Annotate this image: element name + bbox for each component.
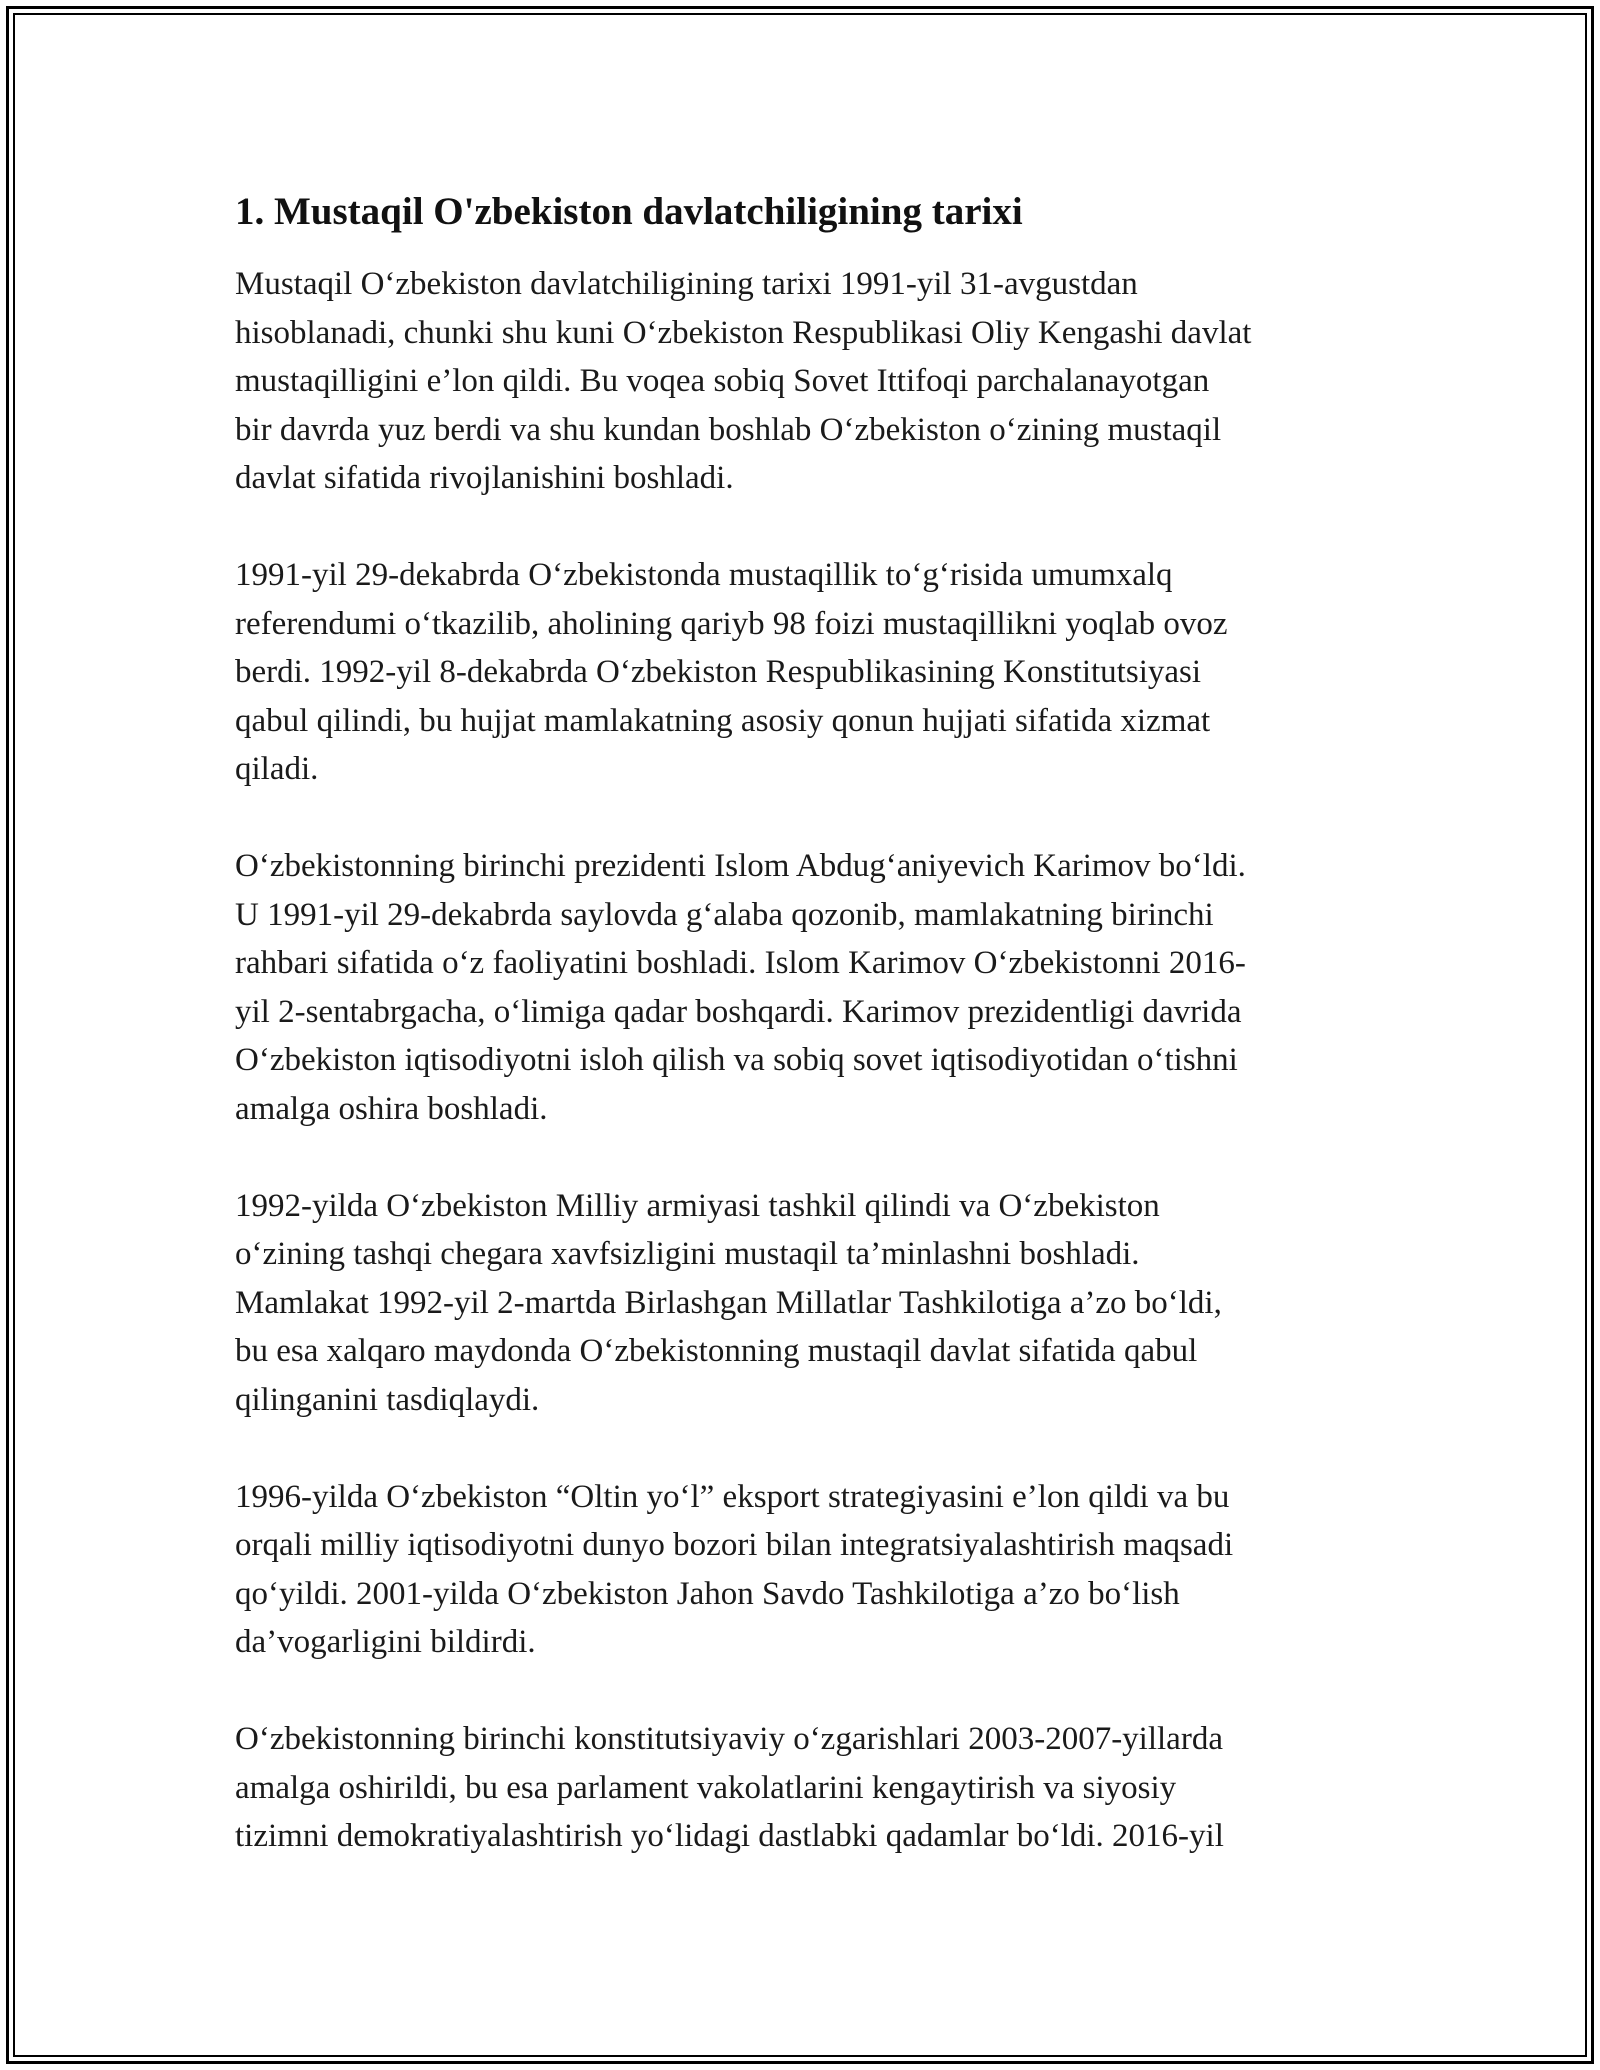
paragraph-line: Mamlakat 1992-yil 2-martda Birlashgan Millatlar Tashkilotiga a’zo bo‘ldi,: [235, 1284, 1222, 1321]
paragraph-line: 1996-yilda O‘zbekiston “Oltin yo‘l” eksport strategiyasini e’lon qildi va bu: [235, 1478, 1230, 1515]
paragraph: [235, 551, 1375, 794]
paragraph-line: referendumi o‘tkazilib, aholining qariyb 98 foizi mustaqillikni yoqlab ovoz: [235, 605, 1228, 642]
paragraph: [235, 842, 1375, 1133]
paragraph-line: bir davrda yuz berdi va shu kundan boshlab O‘zbekiston o‘zining mustaqil: [235, 411, 1222, 448]
paragraph-line: qiladi.: [235, 751, 319, 787]
document-page: [235, 186, 1375, 1909]
paragraph-line: o‘zining tashqi chegara xavfsizligini mustaqil ta’minlashni boshladi.: [235, 1236, 1140, 1272]
paragraph: [235, 260, 1375, 503]
paragraph-line: davlat sifatida rivojlanishini boshladi.: [235, 460, 734, 496]
document-title: 1. Mustaqil O'zbekiston davlatchiligining tarixi: [235, 190, 1023, 233]
paragraph-line: orqali milliy iqtisodiyotni dunyo bozori bilan integratsiyalashtirish maqsadi: [235, 1527, 1234, 1563]
paragraph-line: berdi. 1992-yil 8-dekabrda O‘zbekiston Respublikasining Konstitutsiyasi: [235, 654, 1202, 690]
paragraph-line: amalga oshirildi, bu esa parlament vakolatlarini kengaytirish va siyosiy: [235, 1769, 1177, 1806]
paragraph-line: hisoblanadi, chunki shu kuni O‘zbekiston Respublikasi Oliy Kengashi davlat: [235, 314, 1252, 351]
paragraph-line: Mustaqil O‘zbekiston davlatchiligining tarixi 1991-yil 31-avgustdan: [235, 266, 1138, 302]
paragraph-line: 1991-yil 29-dekabrda O‘zbekistonda mustaqillik to‘g‘risida umumxalq: [235, 557, 1173, 593]
paragraph-line: qo‘yildi. 2001-yilda O‘zbekiston Jahon Savdo Tashkilotiga a’zo bo‘lish: [235, 1575, 1180, 1612]
paragraph-line: amalga oshira boshladi.: [235, 1090, 548, 1127]
paragraph-line: qabul qilindi, bu hujjat mamlakatning asosiy qonun hujjati sifatida xizmat: [235, 702, 1211, 739]
paragraph-line: mustaqilligini e’lon qildi. Bu voqea sobiq Sovet Ittifoqi parchalanayotgan: [235, 363, 1210, 399]
paragraph: [235, 1473, 1375, 1667]
paragraph-line: O‘zbekistonning birinchi konstitutsiyaviy o‘zgarishlari 2003-2007-yillarda: [235, 1721, 1223, 1757]
paragraph-line: O‘zbekiston iqtisodiyotni isloh qilish va sobiq sovet iqtisodiyotidan o‘tishni: [235, 1042, 1238, 1078]
document-body: [235, 260, 1375, 1861]
paragraph-line: U 1991-yil 29-dekabrda saylovda g‘alaba qozonib, mamlakatning birinchi: [235, 896, 1214, 933]
paragraph-line: yil 2-sentabrgacha, o‘limiga qadar boshqardi. Karimov prezidentligi davrida: [235, 993, 1242, 1030]
paragraph-line: tizimni demokratiyalashtirish yo‘lidagi dastlabki qadamlar bo‘ldi. 2016-yil: [235, 1818, 1224, 1854]
paragraph: [235, 1182, 1375, 1425]
paragraph-line: rahbari sifatida o‘z faoliyatini boshladi. Islom Karimov O‘zbekistonni 2016-: [235, 945, 1246, 981]
paragraph-line: da’vogarligini bildirdi.: [235, 1624, 536, 1660]
paragraph-line: bu esa xalqaro maydonda O‘zbekistonning mustaqil davlat sifatida qabul: [235, 1333, 1198, 1369]
paragraph-line: 1992-yilda O‘zbekiston Milliy armiyasi tashkil qilindi va O‘zbekiston: [235, 1187, 1160, 1224]
paragraph: [235, 1715, 1375, 1861]
paragraph-line: O‘zbekistonning birinchi prezidenti Islom Abdug‘aniyevich Karimov bo‘ldi.: [235, 848, 1246, 884]
paragraph-line: qilinganini tasdiqlaydi.: [235, 1381, 540, 1418]
